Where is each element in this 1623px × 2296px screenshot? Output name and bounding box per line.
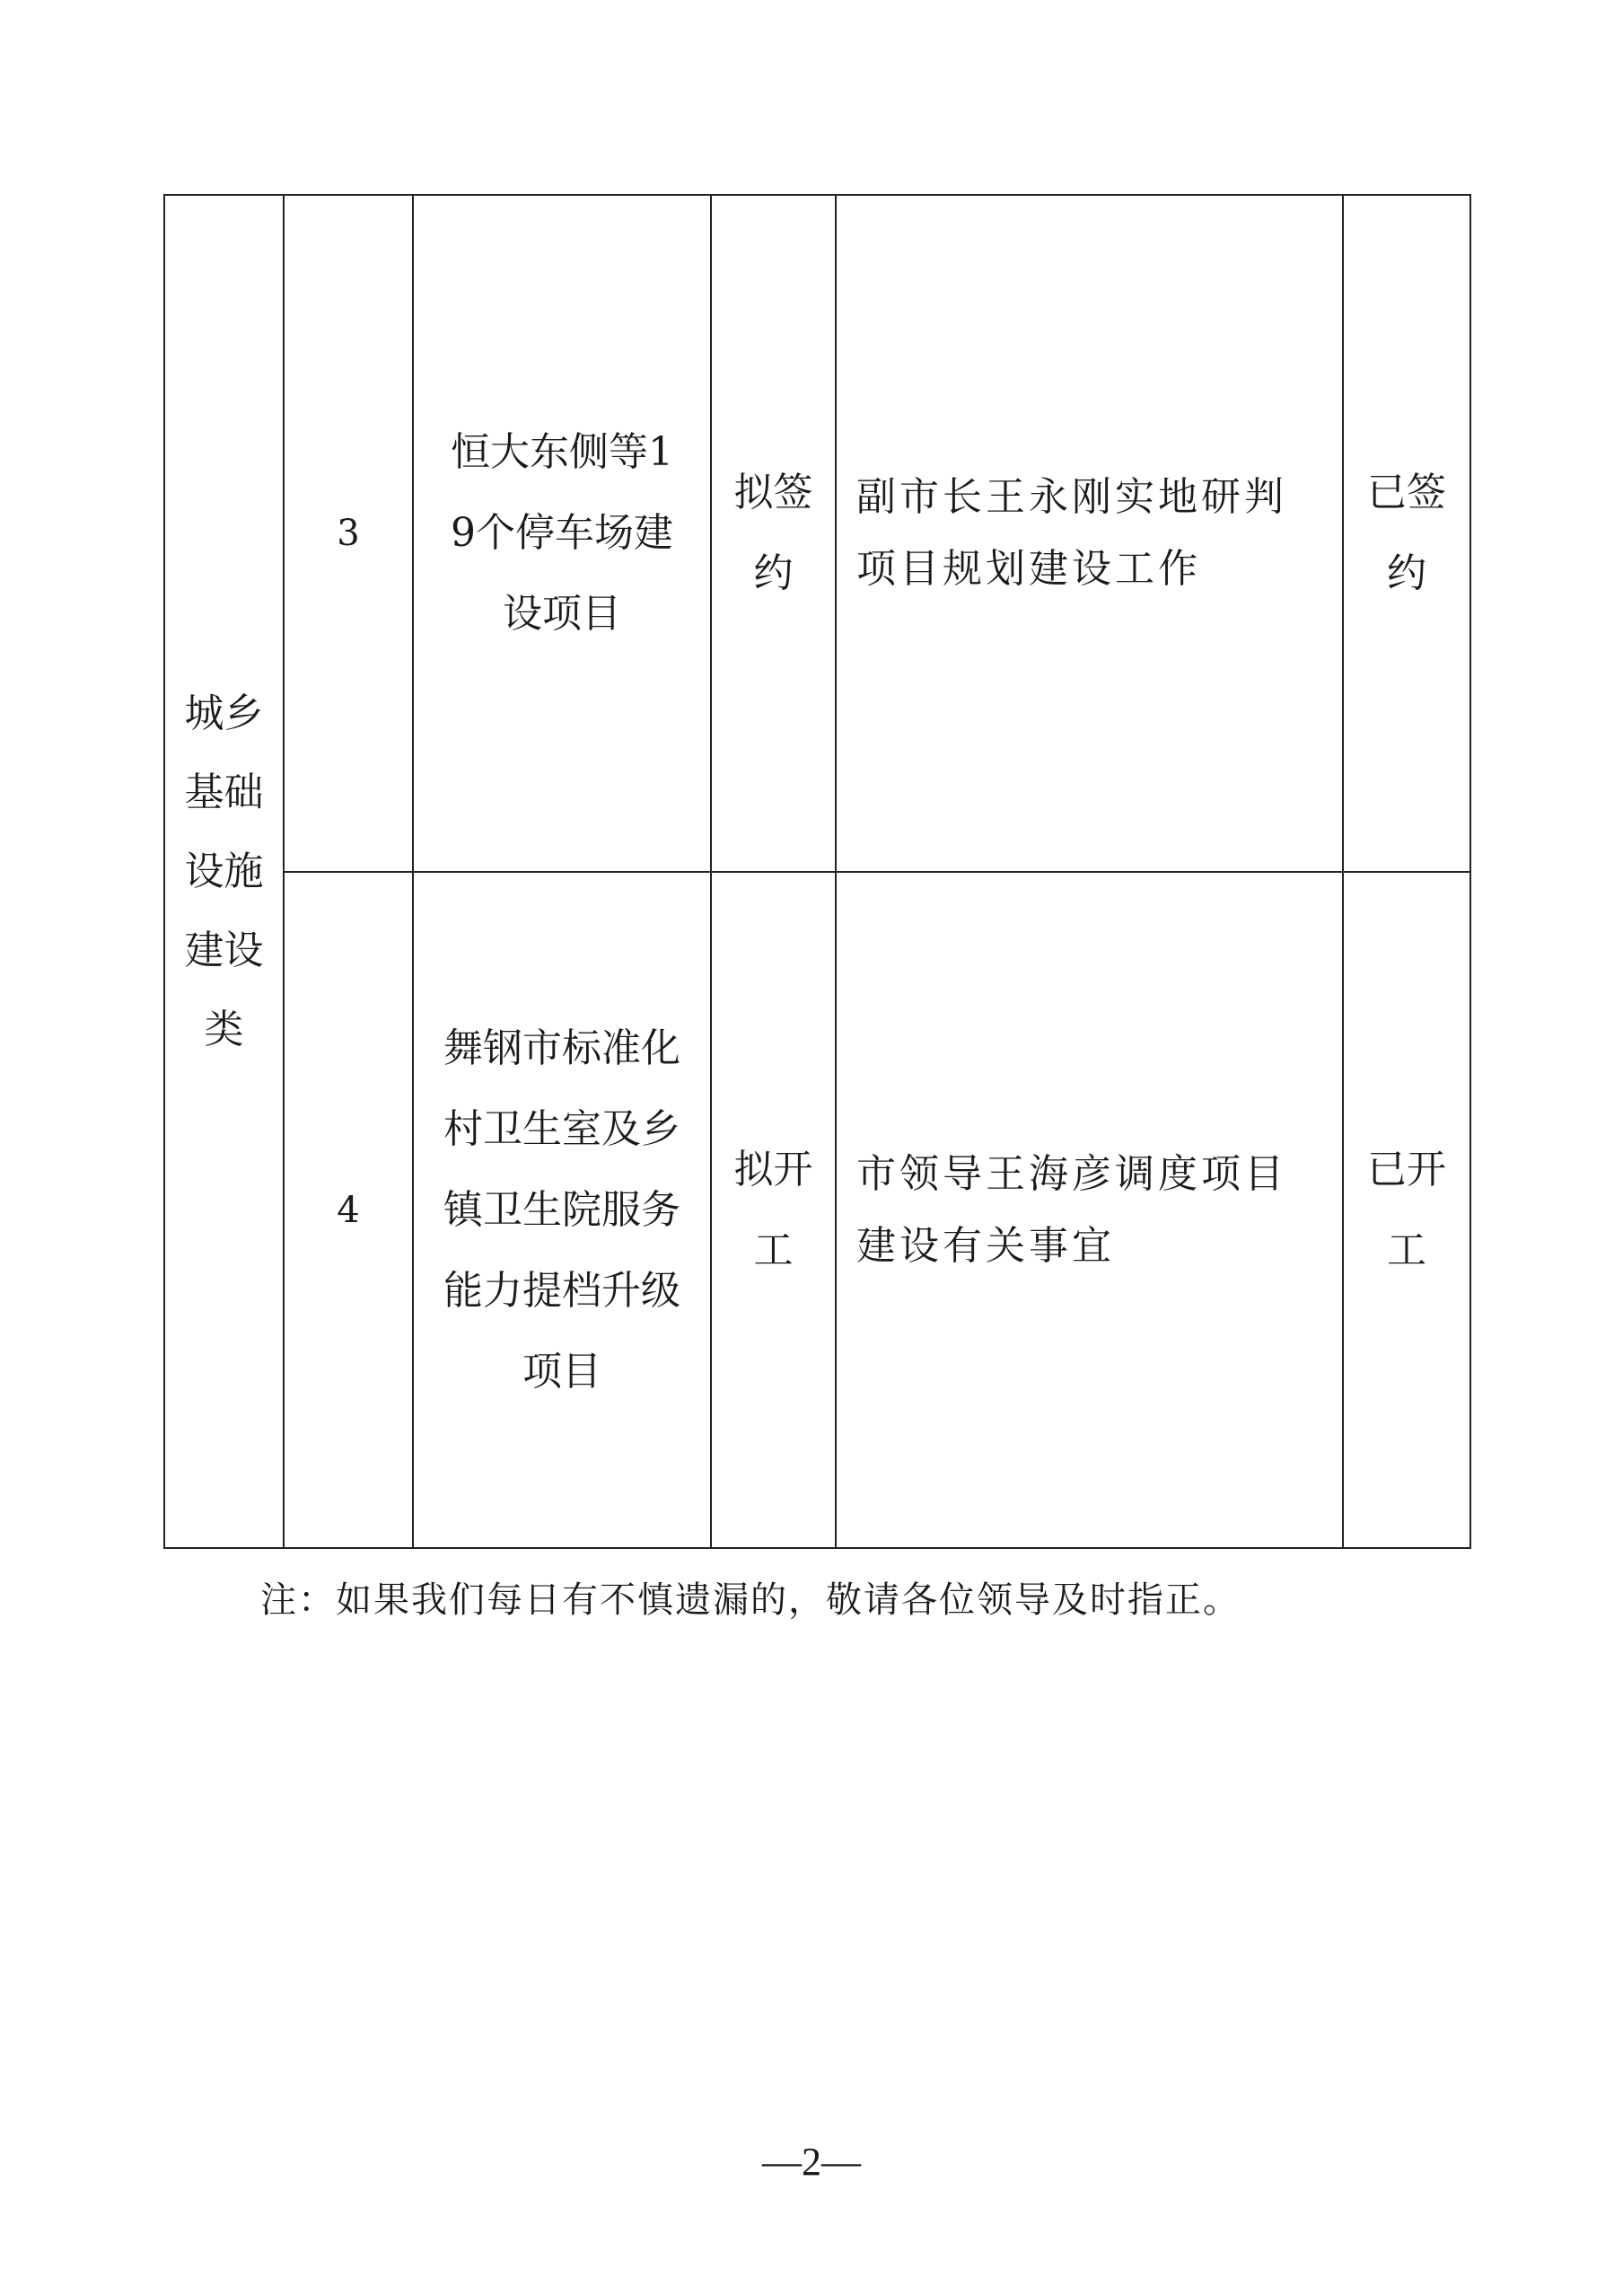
footnote: 注：如果我们每日有不慎遗漏的，敬请各位领导及时指正。 — [260, 1579, 1241, 1621]
project-name: 舞钢市标准化村卫生室及乡镇卫生院服务能力提档升级项目 — [413, 872, 711, 1548]
plan-status: 拟签约 — [711, 195, 836, 872]
work-content: 市领导王海彦调度项目建设有关事宜 — [836, 872, 1343, 1548]
plan-status: 拟开工 — [711, 872, 836, 1548]
result-status: 已签约 — [1343, 195, 1470, 872]
table-row — [164, 872, 1470, 1548]
result-status: 已开工 — [1343, 872, 1470, 1548]
category-cell: 城乡基础设施建设类 — [164, 195, 284, 1548]
project-name: 恒大东侧等19个停车场建设项目 — [413, 195, 711, 872]
table-row — [164, 195, 1470, 872]
row-number: 3 — [284, 195, 413, 872]
work-content: 副市长王永刚实地研判项目规划建设工作 — [836, 195, 1343, 872]
row-number: 4 — [284, 872, 413, 1548]
page-number: —2— — [762, 2140, 861, 2184]
project-table — [163, 194, 1471, 1549]
